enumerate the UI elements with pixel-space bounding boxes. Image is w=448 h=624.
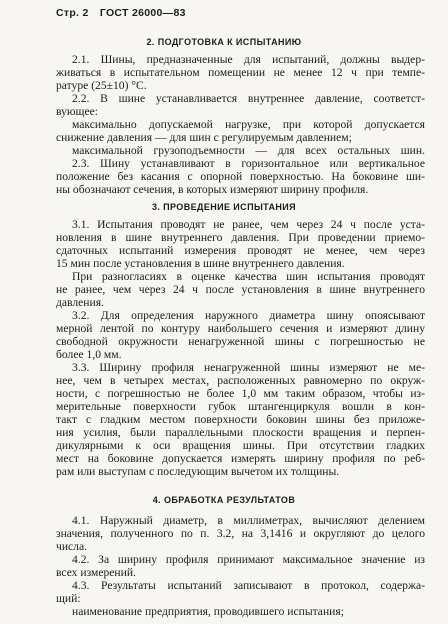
text-line: 4.2. За ширину профиля принимают максимальное значение из xyxy=(72,553,425,566)
text-line: 2.1. Шины, предназначенные для испытаний, должны выдер- xyxy=(72,53,425,66)
text-line: ны обозначают сечения, в которых измеряют ширину профиля. xyxy=(56,183,369,196)
text-line: нее, чем в четырех местах, расположенных равномерно по окруж- xyxy=(56,374,425,387)
text-line: 3.1. Испытания проводят не ранее, чем через 24 ч после уста- xyxy=(72,218,425,231)
text-line: значения, полученного по п. 3.2, на 3,1416 и округляют до целого xyxy=(56,527,425,540)
text-line: щий: xyxy=(56,592,81,605)
text-line: мест на боковине допускается измерять ширину профиля по реб- xyxy=(56,452,425,465)
text-line: ратуре (25±10) °С. xyxy=(56,79,147,92)
text-line: дикулярными к оси вращения шины. При отсутствии гладких xyxy=(56,439,425,452)
text-line: снижение давления — для шин с регулируемым давлением; xyxy=(56,131,352,144)
text-line: мерной лентой по контуру наибольшего сечения и измеряют длину xyxy=(56,322,425,335)
text-line: 4.1. Наружный диаметр, в миллиметрах, вычисляют делением xyxy=(72,514,425,527)
section-heading: 4. ОБРАБОТКА РЕЗУЛЬТАТОВ xyxy=(152,495,296,505)
text-line: сдаточных испытаний измерения проводят не менее, чем через xyxy=(56,244,425,257)
text-line: При разногласиях в оценке качества шин испытания проводят xyxy=(72,270,425,283)
text-line: давления. xyxy=(56,296,104,309)
text-line: ния усилия, были параллельными плоскости вращения и перпен- xyxy=(56,426,425,439)
text-line: живаться в испытательном помещении не менее 12 ч при темпе- xyxy=(56,66,425,79)
text-line: рам или выступам с последующим вычетом их толщины. xyxy=(56,465,340,478)
text-line: не ранее, чем через 24 ч после установления в шине внутреннего xyxy=(56,283,425,296)
text-line: 2.3. Шину устанавливают в горизонтальное или вертикальное xyxy=(72,157,425,170)
text-line: положение без касания с опорной поверхностью. На боковине ши- xyxy=(56,170,425,183)
text-line: максимальной грузоподъемности — для всех остальных шин. xyxy=(72,144,425,157)
text-line: наименование предприятия, проводившего испытания; xyxy=(72,605,344,618)
section-heading: 2. ПОДГОТОВКА К ИСПЫТАНИЮ xyxy=(146,37,302,47)
text-line: числа. xyxy=(56,540,88,553)
text-line: свободной окружности ненагруженной шины с погрешностью не xyxy=(56,335,425,348)
text-line: 4.3. Результаты испытаний записывают в протокол, содержа- xyxy=(72,579,425,592)
standard-number: ГОСТ 26000—83 xyxy=(99,7,186,19)
section-heading: 3. ПРОВЕДЕНИЕ ИСПЫТАНИЯ xyxy=(151,202,297,212)
text-line: ности, с погрешностью не более 1,0 мм таким образом, чтобы из- xyxy=(56,387,425,400)
page-number: Стр. 2 xyxy=(56,7,89,19)
page-header xyxy=(56,7,194,19)
text-line: 3.2. Для определения наружного диаметра шину опоясывают xyxy=(72,309,425,322)
text-line: 2.2. В шине устанавливается внутреннее давление, соответст- xyxy=(72,92,425,105)
text-line: 15 мин после установления в шине внутреннего давления. xyxy=(56,257,345,270)
text-line: новления в шине внутреннего давления. При проведении приемо- xyxy=(56,231,425,244)
text-line: более 1,0 мм. xyxy=(56,348,122,361)
text-line: вующее: xyxy=(56,105,98,118)
text-line: максимально допускаемой нагрузке, при которой допускается xyxy=(72,118,425,131)
text-line: такт с гладким местом поверхности боковин шины без приложе- xyxy=(56,413,425,426)
text-line: 3.3. Ширину профиля ненагруженной шины измеряют не ме- xyxy=(72,361,425,374)
text-line: мерительные поверхности губок штангенциркуля вошли в кон- xyxy=(56,400,425,413)
text-line: всех измерений. xyxy=(56,566,136,579)
